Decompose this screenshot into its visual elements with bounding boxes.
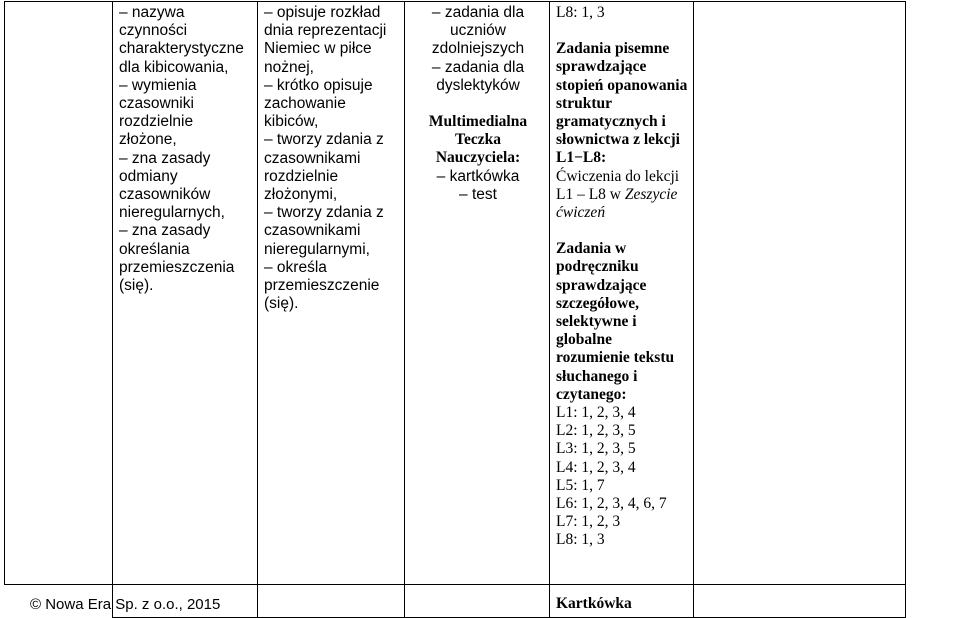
empty-cell — [405, 585, 550, 618]
table-row — [5, 2, 906, 585]
list-item: – opisuje rozkład dnia reprezentacji Niemiec w piłce nożnej, — [264, 4, 387, 76]
copyright-footer: © Nowa Era Sp. z o.o., 2015 — [30, 596, 221, 613]
list-item: – nazywa czynności charakterystyczne dla kibicowania, — [119, 4, 244, 76]
list-item: – test — [459, 185, 497, 203]
materials-cell — [405, 2, 550, 585]
list-item: – zna zasady odmiany czasowników nieregularnych, — [119, 149, 225, 222]
lesson-line: L4: 1, 2, 3, 4 — [556, 458, 636, 476]
skills-usage-cell — [258, 2, 405, 585]
textbook-tasks-heading: Zadania w podręczniku sprawdzające szczegółowe, selektywne i globalne rozumienie tekstu słuchanego i czytanego: — [556, 240, 675, 403]
list-item: – kartkówka — [436, 167, 520, 185]
materials-heading: Multimedialna Teczka Nauczyciela: — [428, 113, 528, 167]
lesson-line: L1: 1, 2, 3, 4 — [556, 404, 636, 422]
list-item: – krótko opisuje zachowanie kibiców, — [264, 76, 373, 131]
assessment-cell — [550, 2, 694, 585]
lesson-line: L8: 1, 3 — [556, 4, 605, 21]
lesson-line: L8: 1, 3 — [556, 531, 605, 549]
lesson-line: L6: 1, 2, 3, 4, 6, 7 — [556, 495, 667, 513]
list-item: – zadania dla dyslektyków — [431, 58, 525, 94]
list-item: – tworzy zdania z czasownikami rozdzielnie złożonymi, — [264, 131, 384, 204]
lesson-line: L7: 1, 2, 3 — [556, 513, 621, 531]
list-item: – określa przemieszczenie (się). — [264, 258, 380, 313]
written-tasks-heading: Zadania pisemne sprawdzające stopień opanowania struktur gramatycznych i słownictwa z lekcji L1−L8: — [556, 40, 688, 167]
empty-cell — [258, 585, 405, 618]
skills-knowledge-cell — [113, 2, 258, 585]
list-item: – zna zasady określania przemieszczenia (się). — [119, 222, 235, 295]
lesson-line: L2: 1, 2, 3, 5 — [556, 422, 636, 440]
quiz-label: Kartkówka — [556, 595, 632, 612]
lesson-line: L5: 1, 7 — [556, 476, 605, 494]
lesson-line: L3: 1, 2, 3, 5 — [556, 440, 636, 458]
assessment-cell-bottom — [550, 585, 694, 618]
list-item: – wymienia czasowniki rozdzielnie złożone, — [119, 76, 197, 149]
list-item: – zadania dla uczniów zdolniejszych — [431, 4, 525, 58]
exercises-line: Ćwiczenia do lekcji L1 – L8 w Zeszycie ćwiczeń — [556, 167, 680, 222]
list-item: – tworzy zdania z czasownikami nieregularnymi, — [264, 204, 384, 258]
empty-cell — [694, 2, 906, 585]
empty-cell — [694, 585, 906, 618]
curriculum-table — [4, 1, 906, 618]
empty-cell — [5, 2, 113, 585]
